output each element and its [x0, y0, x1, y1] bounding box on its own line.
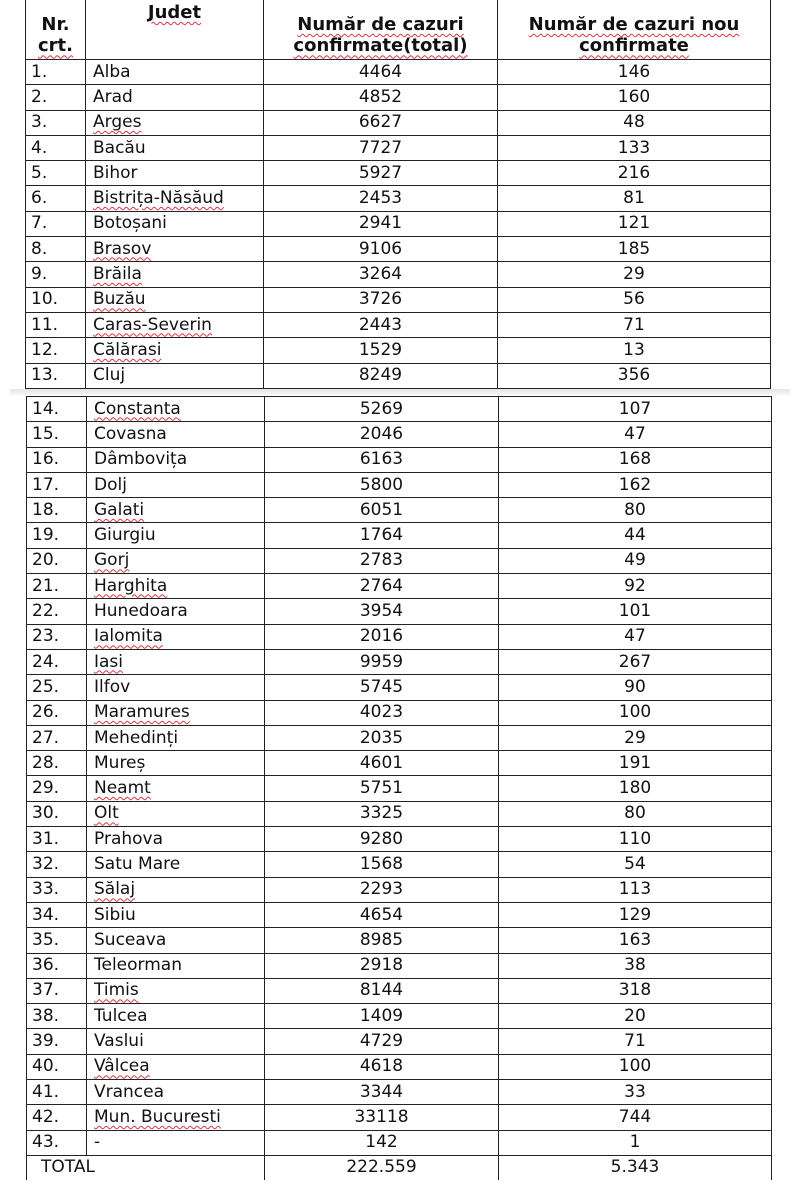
row-number: 39.: [27, 1029, 87, 1054]
cases-table-top: [25, 0, 771, 389]
table-row: [27, 675, 772, 700]
county-name-text: Galati: [94, 499, 145, 520]
row-number: 1.: [26, 60, 86, 85]
total-cases-sum: 222.559: [265, 1155, 499, 1180]
county-name: [86, 211, 264, 236]
county-name-text: Arges: [93, 112, 142, 133]
county-name: [87, 1054, 265, 1079]
table-row: [26, 312, 771, 337]
row-number: 18.: [27, 498, 87, 523]
county-name: [87, 1130, 265, 1155]
county-name: [87, 1080, 265, 1105]
county-name: [87, 523, 265, 548]
header-judet: Judet: [86, 0, 264, 60]
row-number: 22.: [27, 599, 87, 624]
new-cases: 133: [498, 135, 771, 160]
county-name: [87, 397, 265, 422]
row-number: 38.: [27, 1004, 87, 1029]
new-cases: 80: [499, 498, 772, 523]
new-cases: 48: [498, 110, 771, 135]
total-cases: 1529: [264, 338, 498, 363]
county-name-text: Iasi: [94, 651, 124, 672]
total-cases: 4601: [265, 751, 499, 776]
table-row: [26, 237, 771, 262]
county-name-text: Harghita: [94, 575, 168, 596]
new-cases-sum: 5.343: [499, 1155, 772, 1180]
total-cases: 5745: [265, 675, 499, 700]
county-name-text: Maramures: [94, 702, 190, 723]
total-cases: 5751: [265, 776, 499, 801]
table-row: [26, 161, 771, 186]
county-name-text: Giurgiu: [94, 525, 156, 546]
total-cases: 2293: [265, 877, 499, 902]
row-number: 13.: [26, 363, 86, 388]
county-name: [87, 776, 265, 801]
row-number: 2.: [26, 85, 86, 110]
total-cases: 4729: [265, 1029, 499, 1054]
total-cases: 5800: [265, 472, 499, 497]
county-name-text: Bacău: [93, 137, 146, 158]
county-name-text: Vrancea: [94, 1081, 165, 1102]
row-number: 33.: [27, 877, 87, 902]
row-number: 27.: [27, 725, 87, 750]
table-row: [27, 397, 772, 422]
new-cases: 90: [499, 675, 772, 700]
new-cases: 29: [499, 725, 772, 750]
county-name: [87, 978, 265, 1003]
county-name-text: Alba: [93, 61, 131, 82]
new-cases: 71: [498, 312, 771, 337]
table-row: [27, 1029, 772, 1054]
new-cases: 185: [498, 237, 771, 262]
total-cases: 4618: [265, 1054, 499, 1079]
county-name: [86, 135, 264, 160]
table-row: [27, 523, 772, 548]
new-cases: 100: [499, 1054, 772, 1079]
total-cases: 2453: [264, 186, 498, 211]
county-name: [87, 649, 265, 674]
table-row: [27, 1130, 772, 1155]
total-cases: 3264: [264, 262, 498, 287]
row-number: 3.: [26, 110, 86, 135]
county-name-text: Dolj: [94, 474, 127, 495]
row-number: 40.: [27, 1054, 87, 1079]
county-name: [86, 60, 264, 85]
county-name-text: Brăila: [93, 264, 142, 285]
county-name: [87, 447, 265, 472]
total-label: TOTAL: [27, 1155, 265, 1180]
county-name: [87, 801, 265, 826]
total-cases: 2443: [264, 312, 498, 337]
total-cases: 4852: [264, 85, 498, 110]
county-name: [87, 928, 265, 953]
total-cases: 2035: [265, 725, 499, 750]
county-name: [87, 751, 265, 776]
row-number: 8.: [26, 237, 86, 262]
table-row: [26, 262, 771, 287]
county-name: [86, 161, 264, 186]
county-name-text: Arad: [93, 86, 133, 107]
new-cases: 81: [498, 186, 771, 211]
new-cases: 168: [499, 447, 772, 472]
total-cases: 5269: [265, 397, 499, 422]
county-name-text: Sibiu: [94, 904, 136, 925]
total-cases: 4654: [265, 902, 499, 927]
total-cases: 3325: [265, 801, 499, 826]
county-name: [86, 262, 264, 287]
total-cases: 6627: [264, 110, 498, 135]
cases-table-bottom: [26, 396, 772, 1180]
table-row: [27, 776, 772, 801]
county-name-text: Timis: [94, 980, 139, 1001]
total-cases: 3344: [265, 1080, 499, 1105]
table-row: [26, 186, 771, 211]
table-row: [27, 953, 772, 978]
county-name-text: Satu Mare: [94, 853, 181, 874]
table-row: [27, 827, 772, 852]
county-name-text: Bihor: [93, 162, 138, 183]
table-row: [27, 928, 772, 953]
new-cases: 163: [499, 928, 772, 953]
new-cases: 33: [499, 1080, 772, 1105]
new-cases: 121: [498, 211, 771, 236]
row-number: 34.: [27, 902, 87, 927]
table-row: [27, 877, 772, 902]
total-cases: 1764: [265, 523, 499, 548]
row-number: 5.: [26, 161, 86, 186]
county-name: [87, 624, 265, 649]
county-name-text: Sălaj: [94, 879, 136, 900]
new-cases: 110: [499, 827, 772, 852]
county-name-text: Brasov: [93, 238, 152, 259]
total-cases: 2764: [265, 574, 499, 599]
county-name-text: Mureș: [94, 752, 146, 773]
county-name: [86, 110, 264, 135]
total-cases: 8249: [264, 363, 498, 388]
row-number: 30.: [27, 801, 87, 826]
new-cases: 162: [499, 472, 772, 497]
county-name-text: Ialomita: [94, 626, 163, 647]
county-name-text: Botoșani: [93, 213, 167, 234]
page-break-divider: [10, 389, 790, 395]
total-cases: 2918: [265, 953, 499, 978]
row-number: 23.: [27, 624, 87, 649]
new-cases: 216: [498, 161, 771, 186]
county-name-text: Vâlcea: [94, 1056, 150, 1077]
header-nr: Nr. crt.: [26, 0, 86, 60]
total-cases: 8985: [265, 928, 499, 953]
county-name: [86, 237, 264, 262]
table-row: [27, 1054, 772, 1079]
county-name: [87, 725, 265, 750]
row-number: 10.: [26, 287, 86, 312]
table-row: [27, 548, 772, 573]
total-row: [27, 1155, 772, 1180]
county-name-text: Teleorman: [94, 955, 182, 976]
county-name-text: Olt: [94, 803, 119, 824]
new-cases: 129: [499, 902, 772, 927]
total-cases: 2783: [265, 548, 499, 573]
new-cases: 92: [499, 574, 772, 599]
county-name-text: Gorj: [94, 550, 130, 571]
table-row: [27, 422, 772, 447]
table-row: [26, 110, 771, 135]
table-row: [27, 574, 772, 599]
row-number: 12.: [26, 338, 86, 363]
table-row: [27, 751, 772, 776]
county-name: [87, 422, 265, 447]
county-name: [87, 1004, 265, 1029]
county-name-text: Mehedinți: [94, 727, 179, 748]
new-cases: 356: [498, 363, 771, 388]
row-number: 19.: [27, 523, 87, 548]
county-name: [87, 548, 265, 573]
row-number: 29.: [27, 776, 87, 801]
county-name: [87, 1105, 265, 1130]
row-number: 11.: [26, 312, 86, 337]
row-number: 41.: [27, 1080, 87, 1105]
new-cases: 38: [499, 953, 772, 978]
table-row: [27, 447, 772, 472]
county-name-text: Ilfov: [94, 676, 131, 697]
new-cases: 44: [499, 523, 772, 548]
total-cases: 1568: [265, 852, 499, 877]
county-name-text: Constanta: [94, 398, 181, 419]
county-name-text: Dâmbovița: [94, 449, 188, 470]
total-cases: 4023: [265, 700, 499, 725]
table-row: [27, 472, 772, 497]
header-new-cases: Număr de cazuri nou confirmate: [498, 0, 771, 60]
county-name: [86, 312, 264, 337]
county-name-text: Caras-Severin: [93, 314, 212, 335]
row-number: 21.: [27, 574, 87, 599]
total-cases: 1409: [265, 1004, 499, 1029]
new-cases: 191: [499, 751, 772, 776]
new-cases: 100: [499, 700, 772, 725]
county-name-text: Tulcea: [94, 1005, 148, 1026]
row-number: 36.: [27, 953, 87, 978]
row-number: 26.: [27, 700, 87, 725]
county-name-text: Cluj: [93, 365, 126, 386]
table-row: [27, 1105, 772, 1130]
table-row: [26, 211, 771, 236]
row-number: 32.: [27, 852, 87, 877]
row-number: 20.: [27, 548, 87, 573]
table-row: [27, 624, 772, 649]
county-name: [87, 827, 265, 852]
county-name-text: Covasna: [94, 423, 167, 444]
table-row: [26, 85, 771, 110]
row-number: 24.: [27, 649, 87, 674]
county-name: [87, 877, 265, 902]
row-number: 25.: [27, 675, 87, 700]
new-cases: 47: [499, 624, 772, 649]
row-number: 9.: [26, 262, 86, 287]
total-cases: 5927: [264, 161, 498, 186]
total-cases: 33118: [265, 1105, 499, 1130]
table-header-row: [26, 0, 771, 60]
county-name-text: Buzău: [93, 289, 146, 310]
county-name: [86, 338, 264, 363]
county-name-text: -: [94, 1132, 101, 1153]
row-number: 42.: [27, 1105, 87, 1130]
total-cases: 9106: [264, 237, 498, 262]
table-row: [26, 363, 771, 388]
county-name-text: Hunedoara: [94, 601, 188, 622]
new-cases: 54: [499, 852, 772, 877]
table-row: [27, 1004, 772, 1029]
table-row: [27, 498, 772, 523]
total-cases: 2941: [264, 211, 498, 236]
table-row: [26, 338, 771, 363]
total-cases: 7727: [264, 135, 498, 160]
total-cases: 3954: [265, 599, 499, 624]
new-cases: 1: [499, 1130, 772, 1155]
county-name: [87, 498, 265, 523]
row-number: 14.: [27, 397, 87, 422]
row-number: 6.: [26, 186, 86, 211]
county-name: [86, 363, 264, 388]
table-row: [27, 599, 772, 624]
row-number: 35.: [27, 928, 87, 953]
county-name-text: Neamt: [94, 778, 151, 799]
total-cases: 6163: [265, 447, 499, 472]
new-cases: 107: [499, 397, 772, 422]
new-cases: 101: [499, 599, 772, 624]
new-cases: 160: [498, 85, 771, 110]
total-cases: 9959: [265, 649, 499, 674]
county-name: [87, 574, 265, 599]
total-cases: 8144: [265, 978, 499, 1003]
total-cases: 142: [265, 1130, 499, 1155]
row-number: 7.: [26, 211, 86, 236]
county-name-text: Mun. Bucuresti: [94, 1106, 221, 1127]
new-cases: 13: [498, 338, 771, 363]
new-cases: 318: [499, 978, 772, 1003]
row-number: 4.: [26, 135, 86, 160]
county-name: [87, 1029, 265, 1054]
row-number: 16.: [27, 447, 87, 472]
new-cases: 29: [498, 262, 771, 287]
county-name: [86, 186, 264, 211]
county-name: [87, 472, 265, 497]
county-name: [86, 287, 264, 312]
new-cases: 180: [499, 776, 772, 801]
total-cases: 6051: [265, 498, 499, 523]
new-cases: 49: [499, 548, 772, 573]
total-cases: 9280: [265, 827, 499, 852]
county-name: [87, 953, 265, 978]
table-row: [27, 700, 772, 725]
table-row: [26, 287, 771, 312]
table-row: [27, 978, 772, 1003]
header-total-cases: Număr de cazuri confirmate(total): [264, 0, 498, 60]
table-row: [26, 60, 771, 85]
county-name-text: Prahova: [94, 828, 164, 849]
county-name-text: Vaslui: [94, 1031, 144, 1052]
new-cases: 47: [499, 422, 772, 447]
table-row: [27, 725, 772, 750]
new-cases: 744: [499, 1105, 772, 1130]
county-name-text: Suceava: [94, 929, 167, 950]
table-row: [27, 1080, 772, 1105]
row-number: 17.: [27, 472, 87, 497]
new-cases: 56: [498, 287, 771, 312]
table-row: [27, 649, 772, 674]
row-number: 37.: [27, 978, 87, 1003]
new-cases: 267: [499, 649, 772, 674]
table-row: [26, 135, 771, 160]
total-cases: 2016: [265, 624, 499, 649]
county-name-text: Bistrița-Năsăud: [93, 188, 224, 209]
row-number: 43.: [27, 1130, 87, 1155]
row-number: 28.: [27, 751, 87, 776]
total-cases: 2046: [265, 422, 499, 447]
table-row: [27, 801, 772, 826]
row-number: 31.: [27, 827, 87, 852]
row-number: 15.: [27, 422, 87, 447]
county-name: [86, 85, 264, 110]
county-name: [87, 700, 265, 725]
new-cases: 71: [499, 1029, 772, 1054]
table-row: [27, 852, 772, 877]
new-cases: 113: [499, 877, 772, 902]
county-name: [87, 675, 265, 700]
total-cases: 4464: [264, 60, 498, 85]
table-row: [27, 902, 772, 927]
county-name: [87, 902, 265, 927]
new-cases: 20: [499, 1004, 772, 1029]
county-name: [87, 852, 265, 877]
county-name: [87, 599, 265, 624]
new-cases: 80: [499, 801, 772, 826]
county-name-text: Călărasi: [93, 339, 162, 360]
total-cases: 3726: [264, 287, 498, 312]
new-cases: 146: [498, 60, 771, 85]
